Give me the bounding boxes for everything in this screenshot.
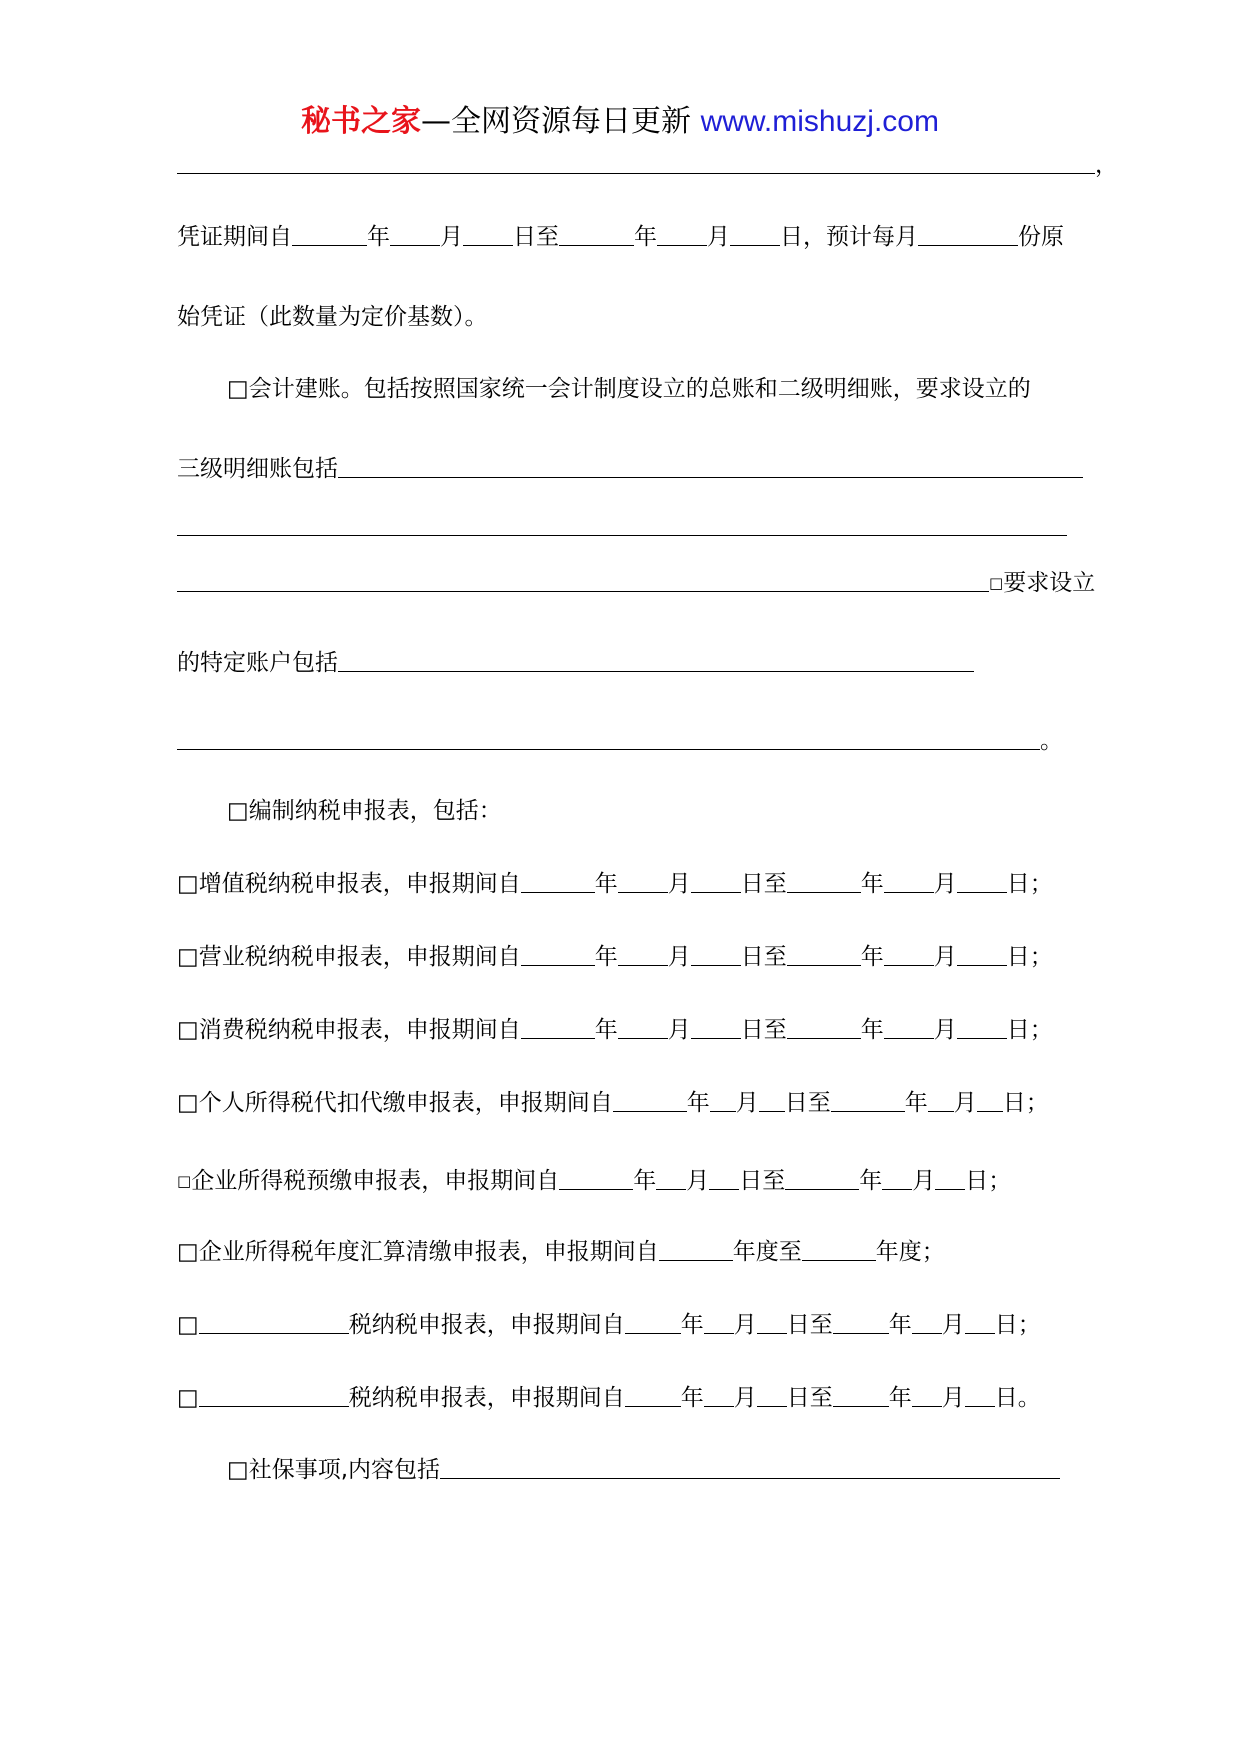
blank-month[interactable] — [618, 870, 668, 893]
enterprise-prepay-line — [177, 1166, 1011, 1196]
day-to-label: 日至 — [513, 224, 559, 250]
period-label: ，申报期间自 — [474, 1090, 613, 1116]
consumption-tax-return-line — [177, 1015, 1053, 1045]
blank-year[interactable] — [521, 870, 595, 893]
period-label: ，申报期间自 — [382, 871, 521, 897]
annual-end-label: 年度； — [875, 1239, 945, 1265]
month-label: 月 — [733, 1385, 757, 1411]
year-label: 年 — [888, 1385, 912, 1411]
blank-month[interactable] — [618, 943, 668, 966]
blank-month[interactable] — [390, 223, 440, 246]
year-label: 年 — [680, 1312, 704, 1338]
blank-month[interactable] — [657, 223, 707, 246]
voucher-blank-line — [177, 150, 1118, 180]
year-label: 年 — [594, 1017, 618, 1043]
line-comma: ， — [1095, 152, 1118, 178]
blank-year[interactable] — [292, 223, 367, 246]
year-label: 年 — [860, 871, 884, 897]
blank-day[interactable] — [757, 1384, 787, 1407]
voucher-period-label: 凭证期间自 — [177, 224, 292, 250]
blank-day[interactable] — [759, 1089, 785, 1112]
blank-count[interactable] — [918, 223, 1018, 246]
month-label: 月 — [941, 1312, 965, 1338]
blank-month[interactable] — [882, 1167, 912, 1190]
special-account-line — [177, 648, 974, 678]
blank-month[interactable] — [912, 1311, 942, 1334]
day-to-label: 日至 — [786, 1312, 833, 1338]
checkbox-required-account[interactable]: □ — [989, 574, 1004, 592]
header-slogan: —全网资源每日更新 — [421, 104, 701, 139]
period-label: ，申报期间自 — [486, 1312, 625, 1338]
required-account-line — [177, 568, 1095, 598]
blank-field[interactable] — [177, 569, 989, 592]
day-to-label: 日至 — [740, 871, 787, 897]
other-tax-label: 税纳税申报表 — [348, 1385, 487, 1411]
blank-field[interactable] — [177, 727, 1040, 750]
blank-month[interactable] — [928, 1089, 954, 1112]
blank-month[interactable] — [704, 1384, 734, 1407]
checkbox-business-tax[interactable]: □ — [177, 944, 199, 970]
month-label: 月 — [440, 224, 463, 250]
blank-line — [177, 512, 1067, 542]
blank-year[interactable] — [787, 1016, 861, 1039]
year-label: 年 — [367, 224, 390, 250]
month-label: 月 — [933, 944, 957, 970]
day-label: 日； — [965, 1168, 1012, 1194]
voucher-period-line — [177, 222, 1064, 252]
blank-day[interactable] — [935, 1167, 965, 1190]
blank-year[interactable] — [802, 1238, 876, 1261]
blank-tax-name[interactable] — [199, 1384, 349, 1407]
day-to-label: 日至 — [740, 944, 787, 970]
blank-month[interactable] — [704, 1311, 734, 1334]
year-label: 年 — [680, 1385, 704, 1411]
blank-day[interactable] — [709, 1167, 739, 1190]
page-header — [0, 102, 1240, 142]
brand-name: 秘书之家 — [301, 104, 422, 139]
personal-income-tax-label: 个人所得税代扣代缴申报表 — [198, 1090, 475, 1116]
year-label: 年 — [594, 944, 618, 970]
day-to-label: 日至 — [786, 1385, 833, 1411]
enterprise-annual-line — [177, 1237, 945, 1267]
period-label: ，申报期间自 — [382, 1017, 521, 1043]
blank-year[interactable] — [833, 1311, 889, 1334]
blank-day[interactable] — [977, 1089, 1003, 1112]
year-label: 年 — [860, 1017, 884, 1043]
blank-month[interactable] — [710, 1089, 736, 1112]
voucher-note-line: 始凭证（此数量为定价基数）。 — [177, 304, 488, 330]
blank-year[interactable] — [785, 1167, 859, 1190]
month-label: 月 — [912, 1168, 936, 1194]
blank-tax-name[interactable] — [199, 1311, 349, 1334]
blank-day[interactable] — [463, 223, 513, 246]
other-tax-return-line — [177, 1310, 1041, 1340]
blank-day[interactable] — [757, 1311, 787, 1334]
month-label: 月 — [933, 871, 957, 897]
year-label: 年 — [686, 1090, 710, 1116]
blank-month[interactable] — [884, 943, 934, 966]
special-account-end-line — [177, 726, 1063, 756]
month-label: 月 — [667, 944, 691, 970]
day-label: 日； — [994, 1312, 1041, 1338]
day-end-label: 日。 — [994, 1385, 1041, 1411]
checkbox-tax-returns[interactable]: □ — [227, 798, 249, 824]
checkbox-vat[interactable]: □ — [177, 871, 199, 897]
blank-year[interactable] — [559, 223, 634, 246]
year-label: 年 — [633, 1168, 657, 1194]
social-security-line — [227, 1455, 1060, 1485]
other-tax-label: 税纳税申报表 — [348, 1312, 487, 1338]
day-to-label: 日至 — [739, 1168, 786, 1194]
checkbox-other-tax-2[interactable]: □ — [177, 1385, 199, 1411]
period-label: ，申报期间自 — [520, 1239, 659, 1265]
annual-year-label: 年度至 — [732, 1239, 802, 1265]
vat-return-line — [177, 869, 1053, 899]
year-label: 年 — [888, 1312, 912, 1338]
blank-field[interactable] — [338, 649, 974, 672]
month-label: 月 — [707, 224, 730, 250]
blank-day[interactable] — [691, 943, 741, 966]
special-account-label: 的特定账户包括 — [177, 650, 338, 676]
month-label: 月 — [953, 1090, 977, 1116]
accounting-setup-text: 会计建账。包括按照国家统一会计制度设立的总账和二级明细账，要求设立的 — [248, 376, 1031, 402]
business-tax-label: 营业税纳税申报表 — [198, 944, 383, 970]
blank-day[interactable] — [691, 1016, 741, 1039]
blank-day[interactable] — [957, 943, 1007, 966]
month-label: 月 — [667, 1017, 691, 1043]
blank-field[interactable] — [440, 1456, 1060, 1479]
blank-year[interactable] — [833, 1384, 889, 1407]
year-label: 年 — [904, 1090, 928, 1116]
blank-day[interactable] — [730, 223, 780, 246]
year-label: 年 — [634, 224, 657, 250]
month-label: 月 — [933, 1017, 957, 1043]
consumption-tax-label: 消费税纳税申报表 — [198, 1017, 383, 1043]
tax-returns-intro: 编制纳税申报表，包括： — [248, 798, 502, 824]
blank-month[interactable] — [884, 870, 934, 893]
period-label: ，申报期间自 — [382, 944, 521, 970]
blank-day[interactable] — [965, 1311, 995, 1334]
year-label: 年 — [594, 871, 618, 897]
checkbox-social-security[interactable]: □ — [227, 1457, 249, 1483]
blank-year[interactable] — [613, 1089, 687, 1112]
month-label: 月 — [686, 1168, 710, 1194]
checkbox-enterprise-prepay[interactable]: □ — [177, 1172, 192, 1190]
blank-day[interactable] — [957, 870, 1007, 893]
blank-field[interactable] — [177, 513, 1067, 536]
period-mark: 。 — [1040, 728, 1063, 754]
blank-year[interactable] — [787, 943, 861, 966]
blank-month[interactable] — [656, 1167, 686, 1190]
social-security-label: 社保事项,内容包括 — [248, 1457, 441, 1483]
accounting-setup-line — [227, 374, 1031, 404]
blank-year[interactable] — [831, 1089, 905, 1112]
blank-year[interactable] — [559, 1167, 633, 1190]
month-label: 月 — [941, 1385, 965, 1411]
year-label: 年 — [860, 944, 884, 970]
blank-field[interactable] — [177, 151, 1095, 174]
blank-field[interactable] — [338, 455, 1083, 478]
checkbox-enterprise-annual[interactable]: □ — [177, 1239, 199, 1265]
blank-day[interactable] — [957, 1016, 1007, 1039]
blank-year[interactable] — [521, 943, 595, 966]
checkbox-accounting[interactable]: □ — [227, 376, 249, 402]
blank-year[interactable] — [625, 1311, 681, 1334]
day-label: 日； — [1006, 871, 1053, 897]
blank-month[interactable] — [618, 1016, 668, 1039]
period-label: ，申报期间自 — [486, 1385, 625, 1411]
day-label: 日； — [1006, 1017, 1053, 1043]
business-tax-return-line — [177, 942, 1053, 972]
blank-month[interactable] — [884, 1016, 934, 1039]
sub-ledger-label: 三级明细账包括 — [177, 456, 338, 482]
day-label: 日，预计每月 — [780, 224, 918, 250]
day-label: 日； — [1002, 1090, 1049, 1116]
month-label: 月 — [733, 1312, 757, 1338]
blank-year[interactable] — [521, 1016, 595, 1039]
blank-year[interactable] — [787, 870, 861, 893]
copies-label: 份原 — [1018, 224, 1064, 250]
blank-day[interactable] — [691, 870, 741, 893]
period-label: ，申报期间自 — [421, 1168, 560, 1194]
checkbox-personal-income-tax[interactable]: □ — [177, 1090, 199, 1116]
blank-month[interactable] — [912, 1384, 942, 1407]
enterprise-annual-label: 企业所得税年度汇算清缴申报表 — [198, 1239, 521, 1265]
checkbox-consumption-tax[interactable]: □ — [177, 1017, 199, 1043]
tax-returns-intro-line — [227, 796, 502, 826]
blank-day[interactable] — [965, 1384, 995, 1407]
personal-income-tax-line — [177, 1088, 1049, 1118]
checkbox-other-tax[interactable]: □ — [177, 1312, 199, 1338]
day-to-label: 日至 — [784, 1090, 831, 1116]
vat-return-label: 增值税纳税申报表 — [198, 871, 383, 897]
month-label: 月 — [667, 871, 691, 897]
required-account-label: 要求设立 — [1003, 570, 1096, 596]
enterprise-prepay-label: 企业所得税预缴申报表 — [191, 1168, 422, 1194]
day-label: 日； — [1006, 944, 1053, 970]
month-label: 月 — [735, 1090, 759, 1116]
other-tax-return-line-2 — [177, 1383, 1041, 1413]
blank-year[interactable] — [625, 1384, 681, 1407]
year-label: 年 — [859, 1168, 883, 1194]
blank-year[interactable] — [659, 1238, 733, 1261]
site-url[interactable]: www.mishuzj.com — [700, 105, 939, 138]
day-to-label: 日至 — [740, 1017, 787, 1043]
sub-ledger-line — [177, 454, 1083, 484]
